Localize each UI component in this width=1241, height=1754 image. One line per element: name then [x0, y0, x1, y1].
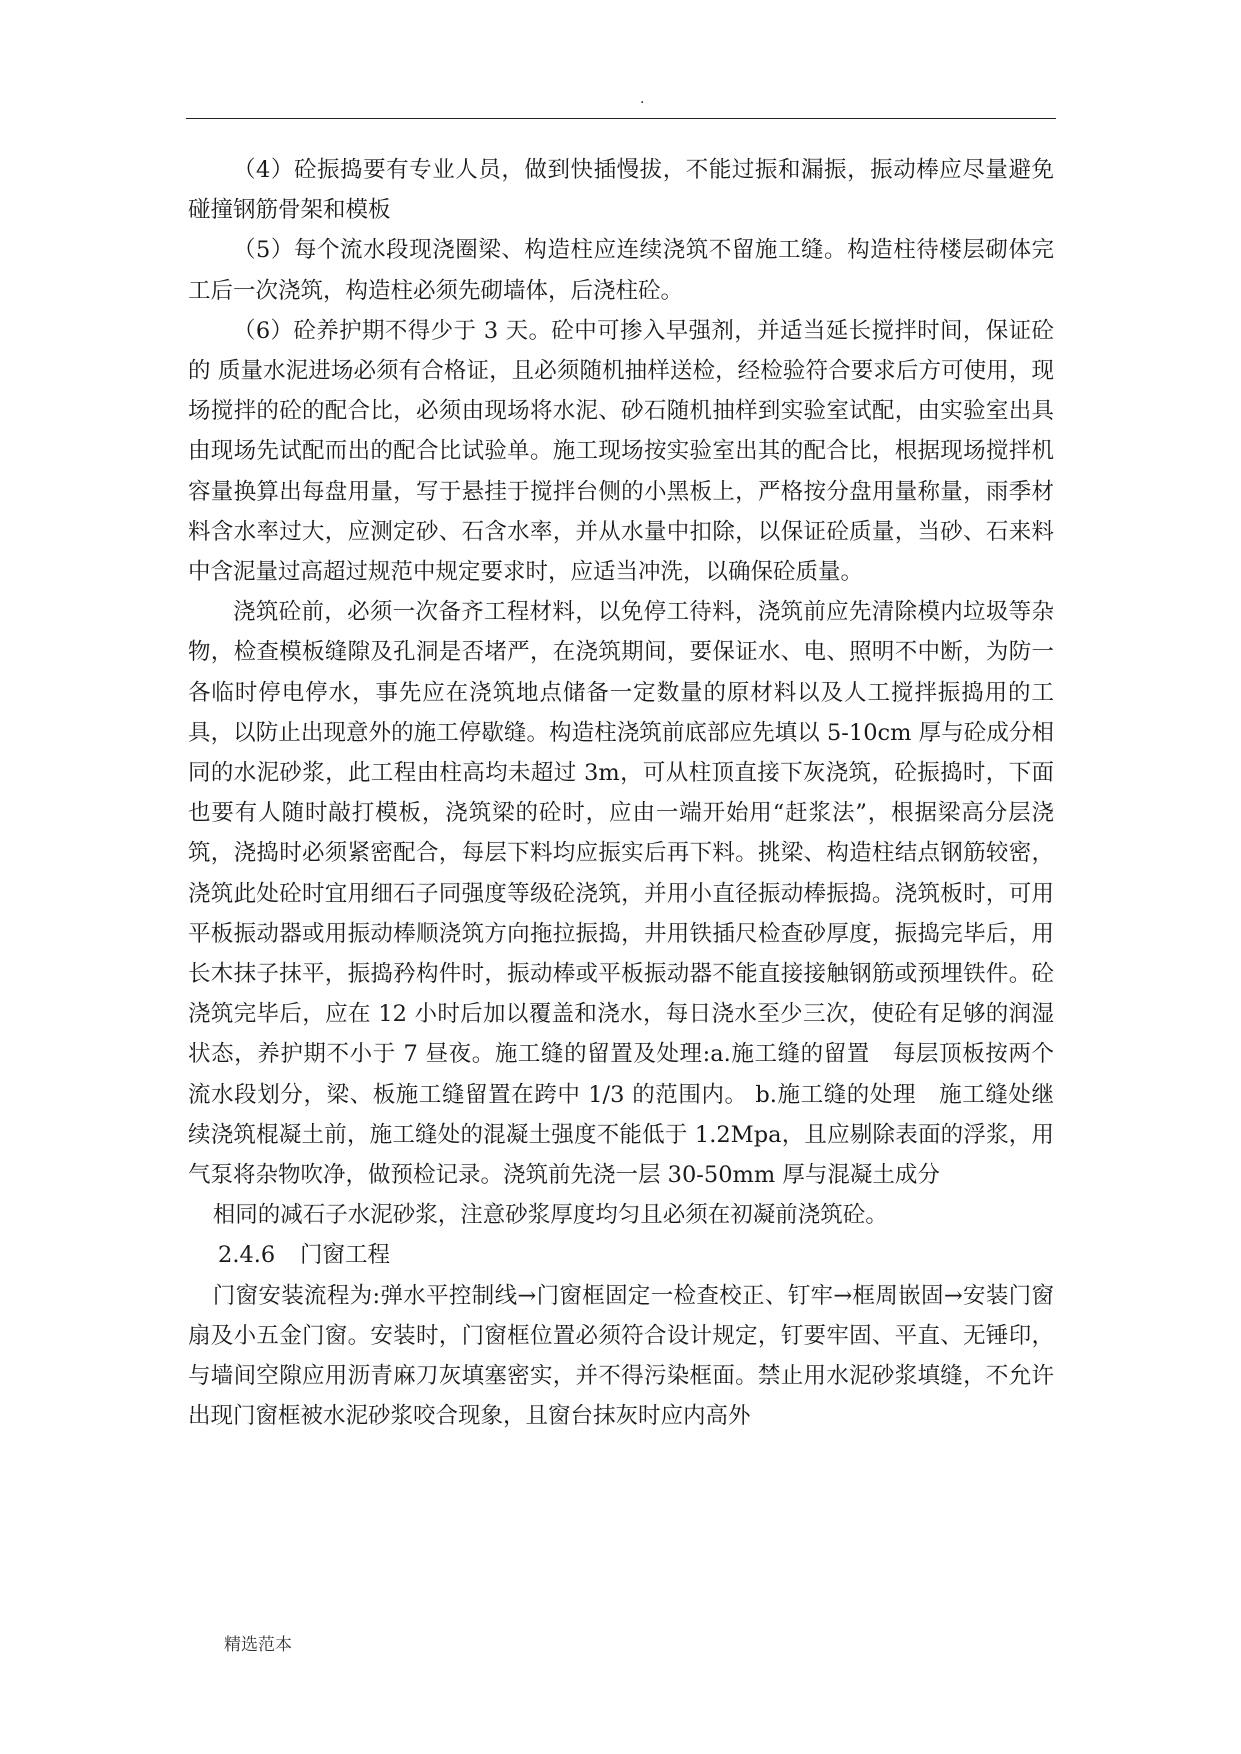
footer-label: 精选范本 — [224, 1635, 292, 1655]
header-rule — [186, 118, 1056, 119]
paragraph-pouring: 浇筑砼前，必须一次备齐工程材料，以免停工待料，浇筑前应先清除模内垃圾等杂物，检查模板缝隙及孔洞是否堵严，在浇筑期间，要保证水、电、照明不中断，为防一各临时停电停水，事先应在浇筑地点储备一定数量的原材料以及人工搅拌振捣用的工具，以防止出现意外的施工停歇缝。构造柱浇筑前底部应先填以 5-10cm 厚与砼成分相同的水泥砂浆，此工程由柱高均未超过 3m，可从柱顶直接下灰浇筑，砼振捣时，下面也要有人随时敲打模板，浇筑梁的砼时，应由一端开始用“赶浆法”，根据梁高分层浇筑，浇捣时必须紧密配合，每层下料均应振实后再下料。挑梁、构造柱结点钢筋较密，浇筑此处砼时宜用细石子同强度等级砼浇筑，并用小直径振动棒振捣。浇筑板时，可用平板振动器或用振动棒顺浇筑方向拖拉振捣，井用铁插尺检查砂厚度，振捣完毕后，用长木抹子抹平，振捣矜构件时，振动棒或平板振动器不能直接接触钢筋或预埋铁件。砼浇筑完毕后，应在 12 小时后加以覆盖和浇水，每日浇水至少三次，使砼有足够的润湿状态，养护期不小于 7 昼夜。施工缝的留置及处理:a.施工缝的留置 每层顶板按两个流水段划分，梁、板施工缝留置在跨中 1/3 的范围内。 b.施工缝的处理 施工缝处继续浇筑棍凝土前，施工缝处的混凝土强度不能低于 1.2Mpa，且应剔除表面的浮浆，用气泵将杂物吹净，做预检记录。浇筑前先浇一层 30-50mm 厚与混凝土成分 — [188, 599, 1054, 1189]
paragraph-item-4: （4）砼振捣要有专业人员，做到快插慢拔，不能过振和漏振，振动棒应尽量避免 碰撞钢筋骨架和模板 — [188, 157, 1054, 224]
section-title: 门窗工程 — [300, 1242, 391, 1269]
header-mark: . — [640, 91, 645, 107]
paragraph-door-window: 门窗安装流程为:弹水平控制线→门窗框固定一检查校正、钉牢→框周嵌固→安装门窗扇及小五金门窗。安装时，门窗框位置必须符合设计规定，钉要牢固、平直、无锤印，与墙间空隙应用沥青麻刀灰填塞密实，并不得污染框面。禁止用水泥砂浆填缝，不允许出现门窗框被水泥砂浆咬合现象，且窗台抹灰时应内高外 — [188, 1282, 1054, 1430]
paragraph-continuation: 相同的减石子水泥砂浆，注意砂浆厚度均匀且必须在初凝前浇筑砼。 — [212, 1202, 888, 1229]
section-number: 2.4.6 — [218, 1242, 276, 1269]
paragraph-item-5: （5）每个流水段现浇圈梁、构造柱应连续浇筑不留施工缝。构造柱待楼层砌体完 工后一次浇筑，构造柱必须先砌墙体，后浇柱砼。 — [188, 237, 1054, 304]
section-heading — [188, 1235, 1054, 1275]
document-body — [188, 150, 1054, 1437]
paragraph-item-6: （6）砼养护期不得少于 3 天。砼中可掺入早强剂，并适当延长搅拌时间，保证砼的 质量水泥进场必须有合格证，且必须随机抽样送检，经检验符合要求后方可使用，现场搅拌的砼的配合比，必须由现场将水泥、砂石随机抽样到实验室试配，由实验室出具由现场先试配而出的配合比试验单。施工现场按实验室出其的配合比，根据现场搅拌机容量换算出每盘用量，写于悬挂于搅拌台侧的小黑板上，严格按分盘用量称量，雨季材料含水率过大，应测定砂、石含水率，并从水量中扣除，以保证砼质量，当砂、石来料中含泥量过高超过规范中规定要求时，应适当冲洗，以确保砼质量。 — [188, 317, 1054, 586]
